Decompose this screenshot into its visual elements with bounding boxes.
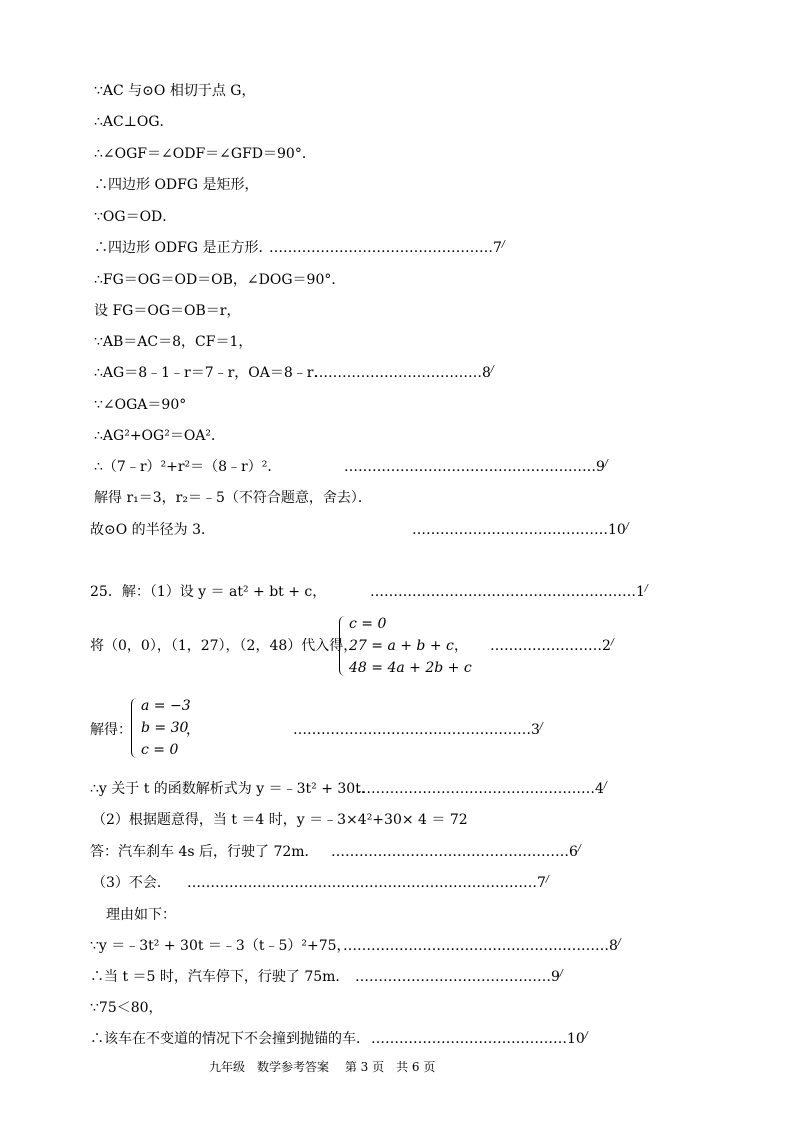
line-0: [94, 81, 255, 101]
line-text: 设 FG＝OG＝OB＝r，: [94, 303, 241, 319]
line-8: [94, 332, 252, 352]
score-mark: 10: [567, 1031, 585, 1047]
line-2: [94, 144, 316, 164]
line-4: [94, 207, 176, 227]
system-row: 27 = a + b + c: [349, 638, 454, 654]
score-suffix: /: [584, 1031, 588, 1041]
score-suffix: /: [610, 638, 614, 648]
line-text: 答：汽车刹车 4s 后，行驶了 72m．: [90, 844, 319, 860]
dots-14: [412, 520, 629, 540]
line-25: [90, 998, 163, 1018]
system-2-trail: [186, 720, 200, 740]
line-text: 解得：: [90, 722, 132, 738]
system-row: b = 30: [141, 720, 189, 736]
score-suffix: /: [490, 365, 494, 375]
dot-leader: …………………………………………………………………: [187, 875, 537, 891]
dot-leader: ……………………………………: [371, 1031, 567, 1047]
line-text: ∴四边形 ODFG 是矩形，: [94, 177, 259, 193]
line-1: [94, 112, 174, 132]
score-mark: 6: [569, 844, 578, 860]
system-row: c = 0: [141, 742, 179, 758]
line-19: [92, 810, 468, 830]
line-11: [94, 426, 225, 446]
line-text: 理由如下：: [106, 907, 176, 923]
dots-26: [371, 1029, 588, 1049]
score-suffix: /: [625, 522, 629, 532]
line-text: ∴FG＝OG＝OD＝OB，∠DOG＝90°．: [94, 272, 346, 288]
score-suffix: /: [603, 781, 607, 791]
line-text: ∵OG＝OD．: [94, 209, 177, 225]
line-text: ∴（7﹣r）²+r²＝（8﹣r）²．: [94, 459, 282, 475]
score-suffix: /: [644, 584, 648, 594]
dot-leader: ……………………………………: [412, 522, 608, 538]
dot-leader: ……………………………………………: [331, 844, 569, 860]
dot-leader: …………………………………………: [269, 240, 493, 256]
line-23: [90, 936, 351, 956]
dots-21: [187, 873, 549, 893]
score-mark: 3: [531, 722, 540, 738]
dot-leader: ……………………: [490, 638, 602, 654]
score-mark: 7: [537, 875, 546, 891]
line-3: [94, 175, 259, 195]
line-18: [90, 779, 375, 799]
line-text: ∵AC 与⊙O 相切于点 G，: [94, 83, 256, 99]
line-12: [94, 457, 281, 477]
score-mark: 2: [602, 638, 611, 654]
line-24: [90, 967, 349, 987]
dot-leader: ……………………………………………: [357, 781, 595, 797]
score-suffix: /: [545, 875, 549, 885]
dots-23: [343, 936, 621, 956]
page-footer: 九年级 数学参考答案 第 3 页 共 6 页: [209, 1060, 436, 1074]
line-text: （2）根据题意得，当 t ＝4 时，y ＝﹣3×4²+30× 4 ＝ 72: [92, 812, 468, 828]
dot-leader: ………………………………: [314, 365, 482, 381]
dot-leader: …………………………………………………: [370, 584, 636, 600]
line-text: 将（0，0），（1，27），（2，48）代入得，: [90, 638, 358, 654]
line-text: ∴∠OGF＝∠ODF＝∠GFD＝90°．: [94, 146, 316, 162]
trail-comma: ，: [454, 638, 468, 654]
score-suffix: /: [539, 722, 543, 732]
score-mark: 9: [596, 459, 605, 475]
line-10: [94, 395, 186, 415]
dot-leader: ……………………………………: [355, 969, 551, 985]
line-5: [94, 238, 273, 258]
dot-leader: …………………………………………………: [343, 938, 609, 954]
dots-9: [314, 363, 494, 383]
line-text: ∵y ＝﹣3t² + 30t ＝﹣3（t﹣5）²+75，: [90, 938, 351, 954]
line-17: [90, 720, 132, 740]
score-mark: 8: [609, 938, 618, 954]
line-text: ∴当 t ＝5 时，汽车停下，行驶了 75m．: [90, 969, 350, 985]
line-text: 故⊙O 的半径为 3．: [90, 522, 216, 538]
score-mark: 8: [482, 365, 491, 381]
dots-16: [490, 636, 614, 656]
line-text: 解得 r₁＝3，r₂＝﹣5（不符合题意，舍去）．: [94, 490, 372, 506]
score-mark: 1: [636, 584, 645, 600]
system-row: 48 = 4a + 2b + c: [349, 660, 472, 676]
score-mark: 9: [551, 969, 560, 985]
system-row: c = 0: [349, 616, 387, 632]
dots-18: [357, 779, 607, 799]
line-text: ∴AG²+OG²＝OA²．: [94, 428, 226, 444]
left-brace: [131, 698, 138, 758]
line-text: ∴AC⊥OG．: [94, 114, 174, 130]
dots-17: [293, 720, 543, 740]
trail-comma: ，: [186, 722, 200, 738]
line-text: ∴AG＝8﹣1﹣r＝7﹣r，OA＝8﹣r．: [94, 365, 328, 381]
dot-leader: ………………………………………………: [344, 459, 596, 475]
score-suffix: /: [604, 459, 608, 469]
line-text: ∴该车在不变道的情况下不会撞到抛锚的车．: [90, 1031, 370, 1047]
dots-20: [331, 842, 581, 862]
line-9: [94, 363, 328, 383]
line-14: [90, 520, 215, 540]
system-1-trail: [454, 636, 468, 656]
line-text: ∵75＜80，: [90, 1000, 163, 1016]
dot-leader: ……………………………………………: [293, 722, 531, 738]
score-suffix: /: [617, 938, 621, 948]
line-13: [94, 488, 372, 508]
dots-5: [269, 238, 505, 258]
line-15: [90, 582, 326, 602]
line-16: [90, 636, 357, 656]
score-suffix: /: [501, 240, 505, 250]
dots-15: [370, 582, 648, 602]
line-7: [94, 301, 240, 321]
score-mark: 10: [608, 522, 626, 538]
score-suffix: /: [577, 844, 581, 854]
line-text: ∴四边形 ODFG 是正方形．: [94, 240, 273, 256]
line-22: [106, 905, 176, 925]
line-text: ∴y 关于 t 的函数解析式为 y ＝﹣3t² + 30t．: [90, 781, 375, 797]
dots-24: [355, 967, 563, 987]
line-text: 25．解：（1）设 y ＝ at² + bt + c，: [90, 584, 327, 600]
line-21: [92, 873, 171, 893]
line-26: [90, 1029, 370, 1049]
line-text: ∵∠OGA＝90°: [94, 397, 187, 413]
line-20: [90, 842, 319, 862]
system-row: a = −3: [141, 698, 191, 714]
left-brace: [339, 616, 346, 676]
score-suffix: /: [559, 969, 563, 979]
dots-12: [344, 457, 608, 477]
line-6: [94, 270, 345, 290]
score-mark: 7: [493, 240, 502, 256]
line-text: （3）不会．: [92, 875, 171, 891]
score-mark: 4: [595, 781, 604, 797]
line-text: ∵AB＝AC＝8，CF＝1，: [94, 334, 253, 350]
